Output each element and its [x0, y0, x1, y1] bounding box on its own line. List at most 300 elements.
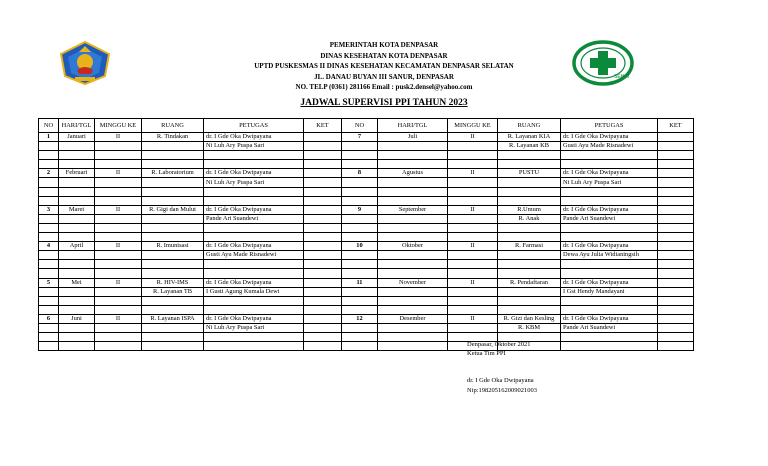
cell-room-secondary	[142, 178, 204, 187]
cell-officer-secondary: Ni Luh Ary Puspa Sari	[204, 142, 304, 151]
cell-empty	[658, 233, 694, 242]
cell-empty	[658, 151, 694, 160]
cell-empty	[142, 160, 204, 169]
cell-room-secondary	[498, 287, 561, 296]
cell-empty	[95, 151, 142, 160]
table-header-row	[39, 119, 694, 133]
cell-empty	[304, 269, 342, 278]
cell-empty	[39, 178, 59, 187]
cell-empty	[658, 260, 694, 269]
cell-empty	[95, 333, 142, 342]
cell-empty	[142, 233, 204, 242]
cell-empty	[95, 160, 142, 169]
cell-week: II	[448, 133, 498, 142]
cell-room: R. Gigi dan Mulut	[142, 205, 204, 214]
cell-empty	[59, 160, 95, 169]
cell-room-secondary	[498, 178, 561, 187]
cell-note	[658, 169, 694, 178]
table-row	[39, 314, 694, 323]
cell-empty	[658, 305, 694, 314]
cell-no: 8	[342, 169, 378, 178]
cell-room-secondary: R. Anak	[498, 214, 561, 223]
cell-empty	[448, 142, 498, 151]
cell-officer-secondary: Gusti Ayu Made Risnadewi	[561, 142, 658, 151]
col-header-week: MINGGU KE	[95, 119, 142, 133]
cell-room-secondary	[498, 251, 561, 260]
cell-empty	[448, 305, 498, 314]
cell-officer-secondary: Pande Ari Suandewi	[204, 214, 304, 223]
cell-empty	[378, 305, 448, 314]
cell-month: November	[378, 278, 448, 287]
signature-role: Ketua Tim PPI	[467, 350, 506, 358]
cell-empty	[204, 342, 304, 351]
cell-empty	[142, 296, 204, 305]
cell-no: 10	[342, 242, 378, 251]
cell-empty	[658, 187, 694, 196]
cell-no: 3	[39, 205, 59, 214]
cell-empty	[39, 223, 59, 232]
cell-empty	[39, 187, 59, 196]
cell-empty	[378, 342, 448, 351]
cell-empty	[142, 305, 204, 314]
table-spacer-row	[39, 260, 694, 269]
cell-room: R. Gizi dan Kesling	[498, 314, 561, 323]
cell-empty	[378, 269, 448, 278]
cell-empty	[304, 214, 342, 223]
table-row	[39, 278, 694, 287]
cell-empty	[448, 214, 498, 223]
cell-officer-secondary: I Gusti Agung Kumala Dewi	[204, 287, 304, 296]
signature-place-date: Denpasar, Oktober 2021	[467, 341, 531, 348]
cell-note	[658, 205, 694, 214]
cell-officer-secondary: Gusti Ayu Made Risnadewi	[204, 251, 304, 260]
cell-officer: dr. I Gde Oka Dwipayana	[561, 314, 658, 323]
table-spacer-row	[39, 151, 694, 160]
cell-empty	[304, 151, 342, 160]
cell-empty	[342, 160, 378, 169]
cell-month: Februari	[59, 169, 95, 178]
cell-officer: dr. I Gde Oka Dwipayana	[561, 278, 658, 287]
cell-week: II	[95, 169, 142, 178]
cell-empty	[95, 196, 142, 205]
cell-month: Januari	[59, 133, 95, 142]
table-row	[39, 214, 694, 223]
cell-officer: dr. I Gde Oka Dwipayana	[204, 133, 304, 142]
cell-no: 2	[39, 169, 59, 178]
cell-empty	[658, 269, 694, 278]
cell-empty	[498, 196, 561, 205]
table-spacer-row	[39, 233, 694, 242]
cell-note	[658, 314, 694, 323]
cell-empty	[39, 260, 59, 269]
cell-empty	[561, 233, 658, 242]
cell-week: II	[448, 205, 498, 214]
cell-room-secondary: R. Layanan KB	[498, 142, 561, 151]
cell-note	[304, 314, 342, 323]
cell-room: R. Imunisasi	[142, 242, 204, 251]
cell-empty	[39, 214, 59, 223]
cell-officer-secondary: I Gst Hendy Mandayani	[561, 287, 658, 296]
cell-empty	[561, 223, 658, 232]
cell-month: Juli	[378, 133, 448, 142]
cell-empty	[59, 223, 95, 232]
cell-empty	[204, 233, 304, 242]
cell-month: Oktober	[378, 242, 448, 251]
cell-empty	[304, 233, 342, 242]
cell-empty	[658, 196, 694, 205]
cell-empty	[39, 251, 59, 260]
cell-empty	[342, 323, 378, 332]
cell-week: II	[448, 242, 498, 251]
header-line-contact: NO. TELP (0361) 281166 Email : pusk2.densel@yahoo.com	[295, 83, 473, 91]
cell-empty	[95, 287, 142, 296]
cell-empty	[342, 233, 378, 242]
cell-empty	[342, 269, 378, 278]
header-line-government: PEMERINTAH KOTA DENPASAR	[329, 41, 439, 49]
cell-empty	[39, 160, 59, 169]
cell-officer: dr. I Gde Oka Dwipayana	[204, 278, 304, 287]
cell-empty	[448, 233, 498, 242]
cell-empty	[95, 305, 142, 314]
cell-empty	[561, 296, 658, 305]
cell-empty	[448, 178, 498, 187]
cell-month: Maret	[59, 205, 95, 214]
cell-no: 4	[39, 242, 59, 251]
cell-week: II	[95, 278, 142, 287]
cell-empty	[39, 287, 59, 296]
cell-empty	[59, 296, 95, 305]
cell-empty	[304, 333, 342, 342]
cell-empty	[39, 342, 59, 351]
cell-no: 11	[342, 278, 378, 287]
cell-empty	[59, 187, 95, 196]
cell-empty	[658, 251, 694, 260]
cell-empty	[304, 260, 342, 269]
cell-month: September	[378, 205, 448, 214]
schedule-table	[38, 118, 694, 351]
cell-empty	[448, 323, 498, 332]
cell-empty	[39, 296, 59, 305]
cell-empty	[378, 260, 448, 269]
cell-empty	[378, 323, 448, 332]
cell-empty	[342, 251, 378, 260]
cell-officer-secondary: Pande Ari Suandewi	[561, 214, 658, 223]
col-header-date: HARI/TGL	[59, 119, 95, 133]
cell-week: II	[95, 205, 142, 214]
cell-empty	[142, 342, 204, 351]
table-row	[39, 205, 694, 214]
cell-note	[304, 205, 342, 214]
cell-officer-secondary: Ni Luh Ary Puspa Sari	[204, 178, 304, 187]
col-header-date-2: HARI/TGL	[378, 119, 448, 133]
cell-empty	[142, 223, 204, 232]
cell-empty	[95, 178, 142, 187]
cell-empty	[304, 296, 342, 305]
cell-empty	[59, 196, 95, 205]
cell-empty	[59, 178, 95, 187]
cell-note	[658, 278, 694, 287]
cell-empty	[561, 269, 658, 278]
cell-empty	[304, 342, 342, 351]
cell-room: R. Layanan KIA	[498, 133, 561, 142]
cell-empty	[448, 269, 498, 278]
col-header-room: RUANG	[142, 119, 204, 133]
cell-empty	[142, 196, 204, 205]
cell-empty	[378, 214, 448, 223]
cell-empty	[204, 260, 304, 269]
table-spacer-row	[39, 196, 694, 205]
cell-month: Desember	[378, 314, 448, 323]
table-row	[39, 142, 694, 151]
cell-empty	[561, 160, 658, 169]
cell-room-secondary: R. Layanan TB	[142, 287, 204, 296]
cell-empty	[498, 260, 561, 269]
cell-empty	[342, 333, 378, 342]
cell-empty	[204, 305, 304, 314]
cell-empty	[342, 287, 378, 296]
cell-empty	[378, 160, 448, 169]
cell-empty	[561, 151, 658, 160]
cell-empty	[204, 160, 304, 169]
cell-empty	[561, 260, 658, 269]
table-row	[39, 169, 694, 178]
cell-room: R. HIV-IMS	[142, 278, 204, 287]
cell-empty	[561, 333, 658, 342]
cell-empty	[59, 142, 95, 151]
cell-empty	[95, 223, 142, 232]
cell-empty	[59, 323, 95, 332]
cell-empty	[561, 196, 658, 205]
cell-empty	[59, 269, 95, 278]
cell-month: Agustus	[378, 169, 448, 178]
cell-empty	[304, 251, 342, 260]
cell-empty	[448, 196, 498, 205]
table-row	[39, 323, 694, 332]
signature-block	[467, 340, 537, 395]
col-header-officer-2: PETUGAS	[561, 119, 658, 133]
cell-empty	[142, 269, 204, 278]
cell-empty	[378, 287, 448, 296]
cell-empty	[39, 233, 59, 242]
cell-no: 12	[342, 314, 378, 323]
cell-officer-secondary: Pande Ari Suandewi	[561, 323, 658, 332]
cell-empty	[342, 178, 378, 187]
cell-room-secondary: R. KBM	[498, 323, 561, 332]
cell-empty	[342, 296, 378, 305]
cell-empty	[448, 187, 498, 196]
cell-officer-secondary: Ni Luh Ary Puspa Sari	[204, 323, 304, 332]
cell-room: R. Laboratorium	[142, 169, 204, 178]
cell-empty	[342, 260, 378, 269]
cell-empty	[304, 178, 342, 187]
cell-empty	[304, 287, 342, 296]
cell-empty	[658, 342, 694, 351]
col-header-week-2: MINGGU KE	[448, 119, 498, 133]
cell-empty	[378, 142, 448, 151]
cell-officer: dr. I Gde Oka Dwipayana	[204, 242, 304, 251]
cell-week: II	[95, 314, 142, 323]
cell-empty	[658, 142, 694, 151]
cell-empty	[95, 323, 142, 332]
cell-officer: dr. I Gde Oka Dwipayana	[561, 242, 658, 251]
cell-empty	[378, 187, 448, 196]
cell-week: II	[95, 242, 142, 251]
table-row	[39, 242, 694, 251]
cell-empty	[378, 296, 448, 305]
cell-empty	[304, 142, 342, 151]
table-spacer-row	[39, 333, 694, 342]
cell-empty	[498, 233, 561, 242]
cell-empty	[95, 214, 142, 223]
col-header-no-2: NO	[342, 119, 378, 133]
cell-empty	[95, 233, 142, 242]
cell-empty	[95, 296, 142, 305]
cell-officer: dr. I Gde Oka Dwipayana	[204, 314, 304, 323]
cell-empty	[95, 251, 142, 260]
table-spacer-row	[39, 223, 694, 232]
cell-empty	[378, 333, 448, 342]
cell-note	[304, 133, 342, 142]
cell-empty	[59, 251, 95, 260]
cell-empty	[378, 223, 448, 232]
cell-empty	[561, 342, 658, 351]
cell-empty	[39, 196, 59, 205]
cell-empty	[342, 142, 378, 151]
cell-empty	[142, 187, 204, 196]
cell-empty	[95, 142, 142, 151]
cell-month: April	[59, 242, 95, 251]
cell-empty	[342, 187, 378, 196]
cell-no: 6	[39, 314, 59, 323]
cell-week: II	[448, 314, 498, 323]
cell-no: 7	[342, 133, 378, 142]
cell-empty	[658, 296, 694, 305]
cell-empty	[498, 187, 561, 196]
cell-room-secondary	[142, 323, 204, 332]
cell-room: R. Layanan ISPA	[142, 314, 204, 323]
table-spacer-row	[39, 269, 694, 278]
cell-no: 9	[342, 205, 378, 214]
cell-empty	[95, 260, 142, 269]
cell-empty	[204, 269, 304, 278]
col-header-room-2: RUANG	[498, 119, 561, 133]
cell-empty	[304, 196, 342, 205]
table-spacer-row	[39, 296, 694, 305]
signature-nip: Nip:198205162009021003	[467, 386, 538, 394]
cell-empty	[658, 333, 694, 342]
schedule-body	[39, 133, 694, 351]
cell-room: PUSTU	[498, 169, 561, 178]
cell-empty	[59, 342, 95, 351]
header-line-department: DINAS KESEHATAN KOTA DENPASAR	[320, 51, 448, 60]
cell-empty	[448, 296, 498, 305]
cell-empty	[59, 305, 95, 314]
cell-officer: dr. I Gde Oka Dwipayana	[204, 205, 304, 214]
cell-room-secondary	[142, 251, 204, 260]
cell-officer: dr. I Gde Oka Dwipayana	[561, 169, 658, 178]
table-spacer-row	[39, 160, 694, 169]
cell-empty	[342, 214, 378, 223]
document-title: JADWAL SUPERVISI PPI TAHUN 2023	[300, 98, 468, 108]
cell-empty	[59, 333, 95, 342]
cell-empty	[448, 287, 498, 296]
cell-empty	[304, 305, 342, 314]
cell-empty	[448, 251, 498, 260]
cell-empty	[378, 233, 448, 242]
cell-no: 5	[39, 278, 59, 287]
cell-empty	[39, 142, 59, 151]
col-header-officer: PETUGAS	[204, 119, 304, 133]
cell-room-secondary	[142, 142, 204, 151]
col-header-note: KET	[304, 119, 342, 133]
cell-room: R. Pendaftaran	[498, 278, 561, 287]
cell-empty	[95, 342, 142, 351]
cell-empty	[39, 333, 59, 342]
cell-room-secondary	[142, 214, 204, 223]
table-spacer-row	[39, 187, 694, 196]
cell-empty	[342, 305, 378, 314]
cell-empty	[342, 196, 378, 205]
cell-empty	[378, 151, 448, 160]
table-spacer-row	[39, 342, 694, 351]
col-header-note-2: KET	[658, 119, 694, 133]
cell-note	[304, 169, 342, 178]
cell-room: R.Umum	[498, 205, 561, 214]
table-row	[39, 178, 694, 187]
cell-empty	[448, 223, 498, 232]
header-line-puskesmas: UPTD PUSKESMAS II DINAS KESEHATAN KECAMATAN DENPASAR SELATAN	[254, 62, 514, 70]
cell-empty	[39, 323, 59, 332]
cell-note	[658, 242, 694, 251]
letterhead	[0, 40, 768, 93]
col-header-no: NO	[39, 119, 59, 133]
cell-empty	[59, 214, 95, 223]
cell-empty	[95, 269, 142, 278]
cell-empty	[142, 151, 204, 160]
cell-empty	[498, 151, 561, 160]
cell-empty	[658, 160, 694, 169]
cell-officer: dr. I Gde Oka Dwipayana	[561, 205, 658, 214]
cell-empty	[59, 151, 95, 160]
header-line-address: JL. DANAU BUYAN III SANUR, DENPASAR	[314, 72, 454, 81]
cell-empty	[448, 151, 498, 160]
cell-officer: dr. I Gde Oka Dwipayana	[204, 169, 304, 178]
cell-empty	[59, 287, 95, 296]
cell-empty	[378, 178, 448, 187]
cell-empty	[658, 178, 694, 187]
table-spacer-row	[39, 305, 694, 314]
cell-empty	[59, 233, 95, 242]
cell-empty	[498, 223, 561, 232]
cell-empty	[304, 187, 342, 196]
cell-empty	[658, 287, 694, 296]
cell-empty	[204, 151, 304, 160]
cell-note	[304, 278, 342, 287]
cell-empty	[95, 187, 142, 196]
cell-month: Juni	[59, 314, 95, 323]
cell-empty	[59, 260, 95, 269]
cell-empty	[378, 251, 448, 260]
cell-month: Mei	[59, 278, 95, 287]
cell-week: II	[448, 169, 498, 178]
cell-room: R. Farmasi	[498, 242, 561, 251]
cell-empty	[658, 323, 694, 332]
cell-empty	[498, 305, 561, 314]
cell-empty	[304, 323, 342, 332]
cell-empty	[304, 223, 342, 232]
cell-empty	[378, 196, 448, 205]
cell-officer-secondary: Dewa Ayu Julia Widianingsih	[561, 251, 658, 260]
